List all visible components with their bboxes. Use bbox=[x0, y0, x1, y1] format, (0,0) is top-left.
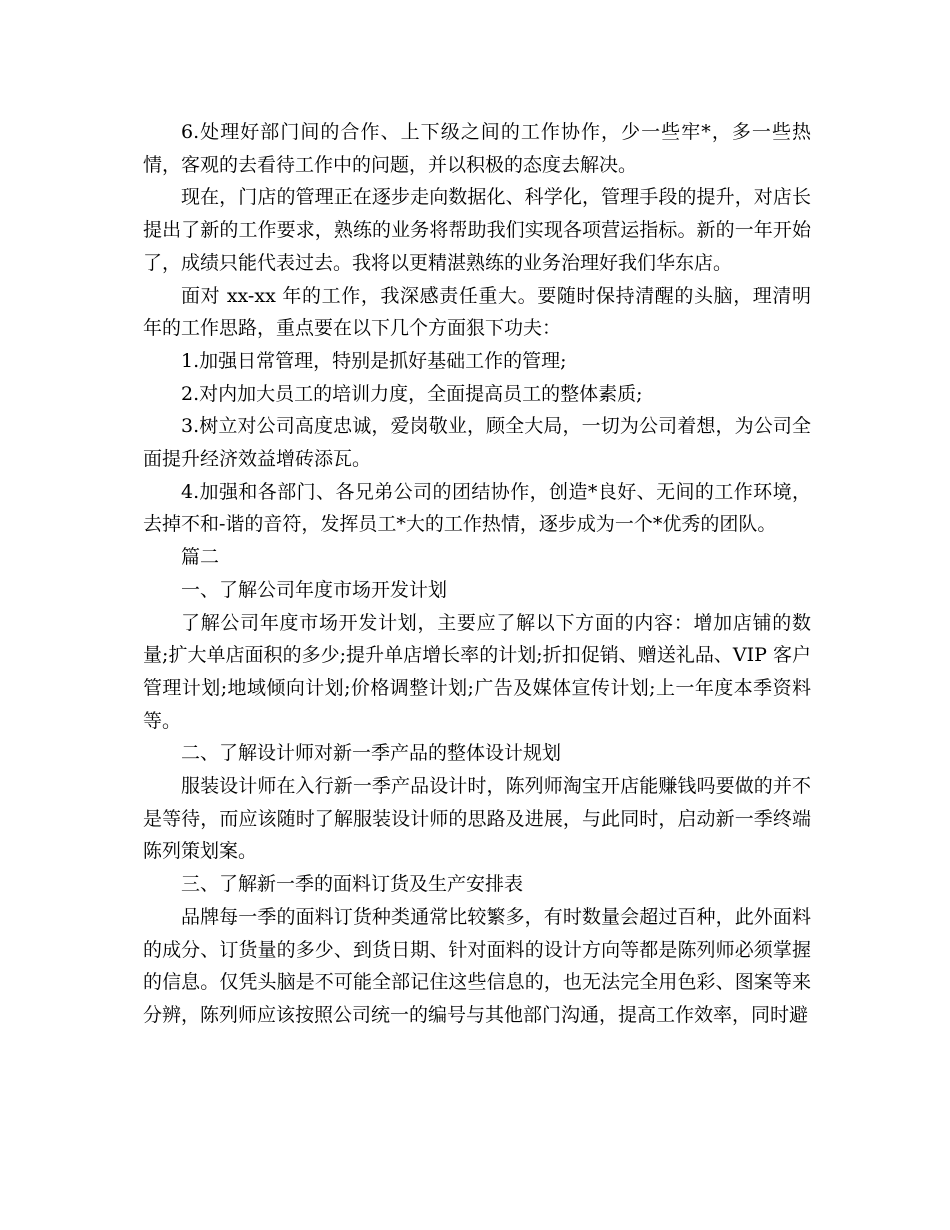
paragraph-market-plan: 了解公司年度市场开发计划，主要应了解以下方面的内容：增加店铺的数量;扩大单店面积的多少;提升单店增长率的计划;折扣促销、赠送礼品、VIP 客户管理计划;地域倾向计划;价格调整计划;广告及媒体宣传计划;上一年度本季资料等。 bbox=[143, 611, 811, 732]
subheading-fabric-schedule: 三、了解新一季的面料订货及生产安排表 bbox=[181, 873, 524, 896]
document-body bbox=[143, 116, 811, 1032]
paragraph-fabric-schedule: 品牌每一季的面料订货种类通常比较繁多，有时数量会超过百种，此外面料的成分、订货量的多少、到货日期、针对面料的设计方向等都是陈列师必须掌握的信息。仅凭头脑是不可能全部记住这些信息的，也无法完全用色彩、图案等来分辨，陈列师应该按照公司统一的编号与其他部门沟通，提高工作效率，同时避 bbox=[143, 905, 811, 1026]
paragraph-design-plan: 服装设计师在入行新一季产品设计时，陈列师淘宝开店能赚钱吗要做的并不是等待，而应该随时了解服装设计师的思路及进展，与此同时，启动新一季终端陈列策划案。 bbox=[143, 775, 811, 863]
paragraph-store-management: 现在，门店的管理正在逐步走向数据化、科学化，管理手段的提升，对店长提出了新的工作要求，熟练的业务将帮助我们实现各项营运指标。新的一年开始了，成绩只能代表过去。我将以更精湛熟练的业务治理好我们华东店。 bbox=[143, 186, 811, 274]
section-heading-part-two: 篇二 bbox=[181, 546, 220, 569]
list-item-4: 4.加强和各部门、各兄弟公司的团结协作，创造*良好、无间的工作环境，去掉不和-谐的音符，发挥员工*大的工作热情，逐步成为一个*优秀的团队。 bbox=[143, 480, 811, 536]
paragraph-work-focus: 面对 xx-xx 年的工作，我深感责任重大。要随时保持清醒的头脑，理清明年的工作思路，重点要在以下几个方面狠下功夫： bbox=[143, 284, 811, 340]
paragraph-item-6: 6.处理好部门间的合作、上下级之间的工作协作，少一些牢*，多一些热情，客观的去看待工作中的问题，并以积极的态度去解决。 bbox=[143, 121, 811, 176]
subheading-design-plan: 二、了解设计师对新一季产品的整体设计规划 bbox=[181, 742, 562, 765]
subheading-market-plan: 一、了解公司年度市场开发计划 bbox=[181, 578, 448, 601]
list-item-3: 3.树立对公司高度忠诚，爱岗敬业，顾全大局，一切为公司着想，为公司全面提升经济效益增砖添瓦。 bbox=[143, 415, 811, 471]
list-item-1: 1.加强日常管理，特别是抓好基础工作的管理; bbox=[181, 349, 567, 372]
list-item-2: 2.对内加大员工的培训力度，全面提高员工的整体素质; bbox=[181, 382, 643, 405]
